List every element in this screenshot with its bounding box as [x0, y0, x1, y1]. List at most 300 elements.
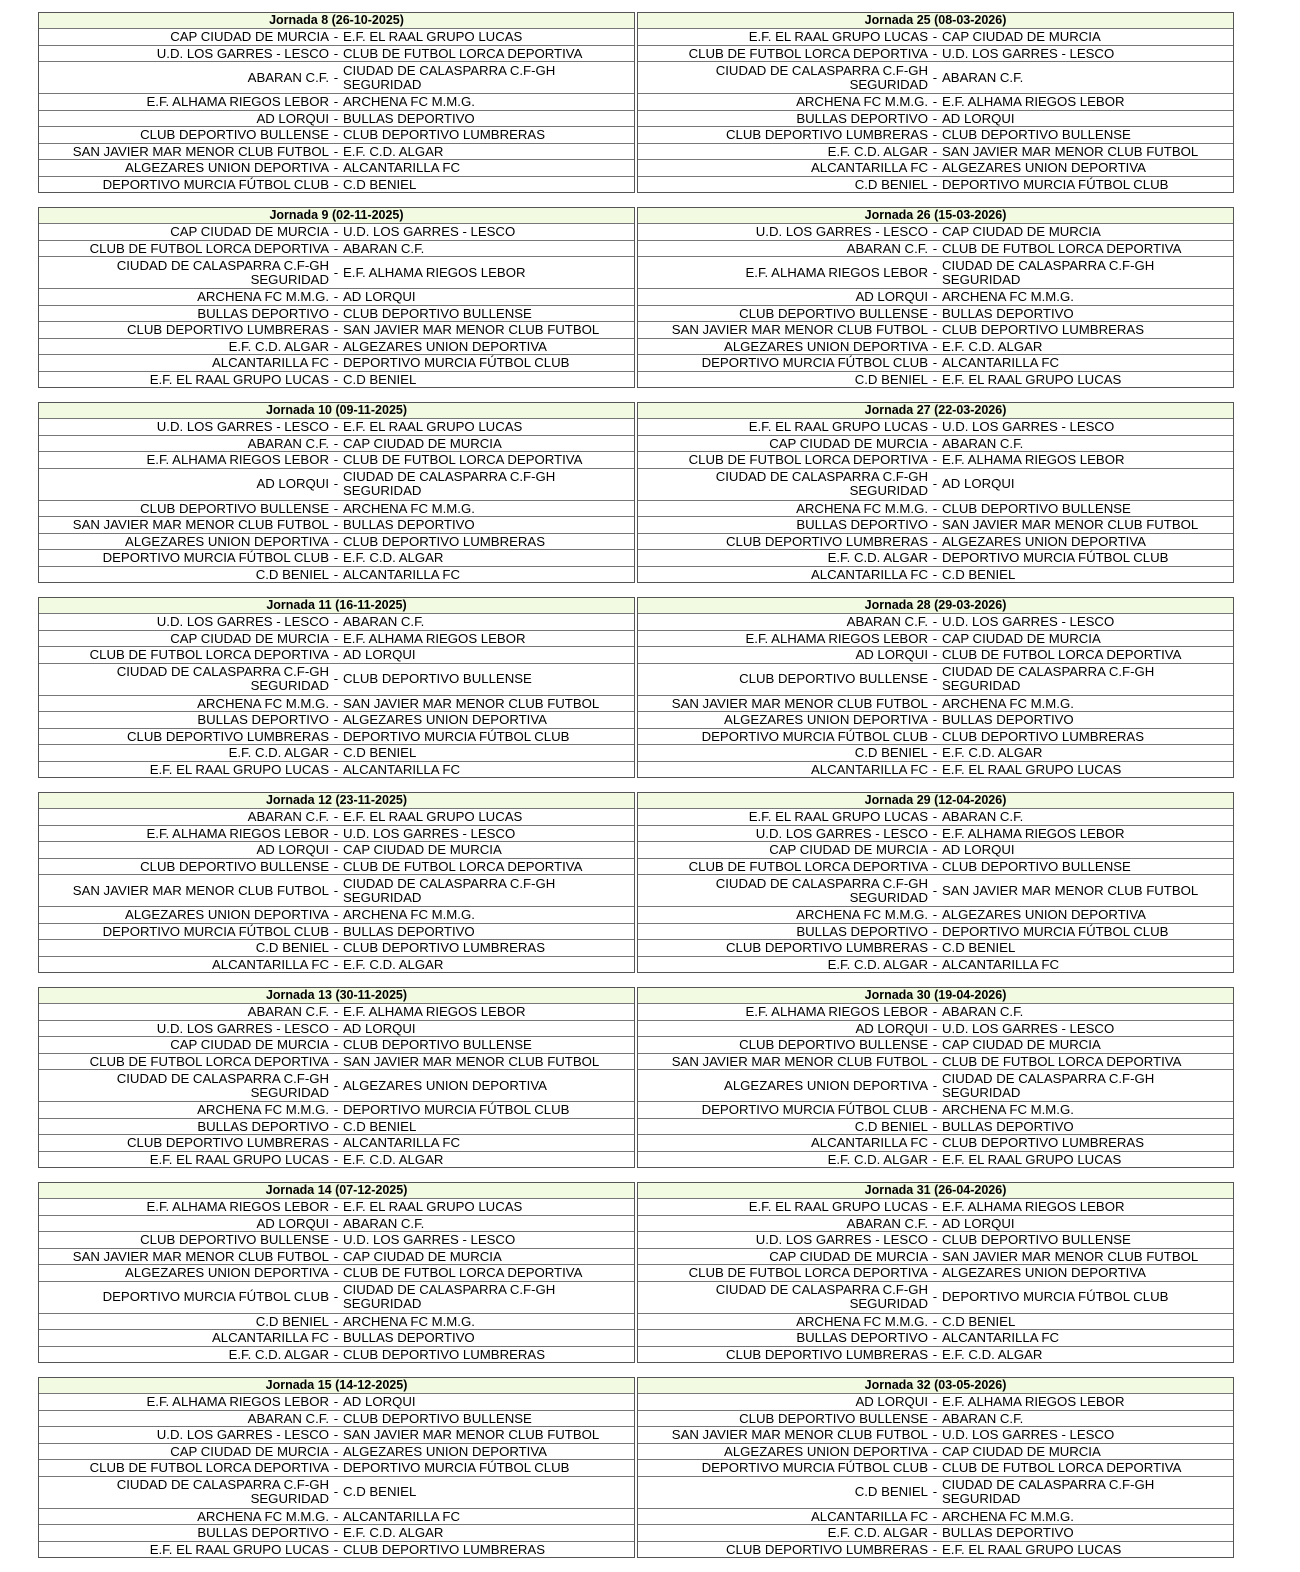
jornada-title: Jornada 12 (23-11-2025) [39, 793, 634, 809]
home-team: E.F. C.D. ALGAR [827, 956, 928, 972]
match-separator: - [932, 110, 938, 126]
home-team: ALCANTARILLA FC [211, 355, 329, 370]
match-row [39, 1232, 634, 1249]
home-team: AD LORQUI [855, 647, 928, 662]
home-team: ABARAN C.F. [247, 435, 329, 451]
jornada-title: Jornada 15 (14-12-2025) [39, 1378, 634, 1394]
match-separator: - [333, 825, 339, 841]
match-row [39, 550, 634, 567]
match-row [39, 436, 634, 453]
match-separator: - [333, 371, 339, 387]
jornada-pair [38, 1182, 1234, 1363]
match-row [39, 339, 634, 356]
match-row [638, 94, 1233, 111]
home-team-line: CIUDAD DE CALASPARRA C.F-GH [715, 1282, 928, 1297]
jornada-pair [38, 402, 1234, 583]
home-team: E.F. C.D. ALGAR [228, 1346, 329, 1362]
match-separator: - [932, 1346, 938, 1362]
away-team-line: CIUDAD DE CALASPARRA C.F-GH [343, 875, 556, 891]
away-team: SAN JAVIER MAR MENOR CLUB FUTBOL [942, 143, 1199, 159]
jornada-block [38, 1377, 635, 1558]
match-separator: - [333, 550, 339, 565]
match-separator: - [932, 94, 938, 109]
home-team: BULLAS DEPORTIVO [197, 1525, 329, 1540]
home-team: CAP CIUDAD DE MURCIA [769, 435, 928, 451]
match-separator: - [932, 127, 938, 142]
match-separator: - [932, 728, 938, 744]
match-separator: - [932, 550, 938, 565]
home-team: U.D. LOS GARRES - LESCO [755, 224, 928, 239]
match-row [638, 957, 1233, 973]
match-row [638, 907, 1233, 924]
away-team: ALCANTARILLA FC [942, 355, 1060, 370]
home-team: CLUB DE FUTBOL LORCA DEPORTIVA [89, 240, 329, 256]
away-team: DEPORTIVO MURCIA FÚTBOL CLUB [942, 176, 1169, 192]
home-team: U.D. LOS GARRES - LESCO [156, 1020, 329, 1036]
match-row [638, 29, 1233, 46]
match-separator: - [932, 160, 938, 175]
match-row [638, 614, 1233, 631]
match-row [638, 875, 1233, 907]
match-row [39, 1477, 634, 1509]
jornada-pair [38, 987, 1234, 1168]
away-team: DEPORTIVO MURCIA FÚTBOL CLUB [942, 923, 1169, 939]
away-team-line: CIUDAD DE CALASPARRA C.F-GH [942, 257, 1155, 273]
home-team-line: CIUDAD DE CALASPARRA C.F-GH [715, 469, 928, 484]
jornada-title: Jornada 13 (30-11-2025) [39, 988, 634, 1004]
home-team [39, 1070, 329, 1101]
away-team: BULLAS DEPORTIVO [942, 305, 1074, 321]
away-team: E.F. C.D. ALGAR [942, 1346, 1043, 1362]
match-separator: - [333, 940, 339, 955]
home-team-line: SEGURIDAD [849, 76, 928, 92]
home-team: AD LORQUI [855, 1394, 928, 1409]
home-team: ALGEZARES UNION DEPORTIVA [724, 338, 928, 354]
match-row [638, 144, 1233, 161]
match-row [39, 567, 634, 583]
home-team: ALGEZARES UNION DEPORTIVA [724, 1077, 928, 1093]
away-team: E.F. ALHAMA RIEGOS LEBOR [343, 264, 526, 280]
home-team: E.F. C.D. ALGAR [827, 1151, 928, 1167]
match-separator: - [932, 29, 938, 44]
match-row [638, 1509, 1233, 1526]
away-team: DEPORTIVO MURCIA FÚTBOL CLUB [343, 1460, 570, 1475]
match-separator: - [333, 435, 339, 451]
match-row [638, 550, 1233, 567]
home-team: ABARAN C.F. [247, 1410, 329, 1426]
home-team: CAP CIUDAD DE MURCIA [170, 29, 329, 44]
away-team: ARCHENA FC M.M.G. [343, 907, 475, 922]
home-team: CAP CIUDAD DE MURCIA [769, 842, 928, 857]
home-team: E.F. EL RAAL GRUPO LUCAS [748, 1199, 928, 1214]
match-separator: - [333, 1151, 339, 1167]
match-separator: - [333, 1443, 339, 1459]
match-separator: - [333, 728, 339, 744]
home-team: ALGEZARES UNION DEPORTIVA [125, 907, 329, 922]
home-team: C.D BENIEL [854, 176, 928, 192]
match-row [39, 940, 634, 957]
match-separator: - [932, 630, 938, 646]
match-separator: - [333, 1232, 339, 1247]
match-row [39, 469, 634, 501]
away-team: CLUB DEPORTIVO LUMBRERAS [343, 533, 546, 549]
match-separator: - [932, 1077, 938, 1093]
home-team: E.F. ALHAMA RIEGOS LEBOR [146, 452, 329, 467]
match-row [39, 859, 634, 876]
away-team: E.F. ALHAMA RIEGOS LEBOR [942, 1199, 1125, 1214]
home-team: CLUB DEPORTIVO LUMBRERAS [126, 1135, 329, 1150]
home-team: E.F. ALHAMA RIEGOS LEBOR [146, 1199, 329, 1214]
away-team: CLUB DEPORTIVO BULLENSE [343, 1410, 532, 1426]
match-row [638, 452, 1233, 469]
jornada-pair [38, 12, 1234, 193]
away-team: ABARAN C.F. [942, 69, 1024, 85]
away-team [942, 1070, 1233, 1101]
match-row [638, 809, 1233, 826]
away-team: AD LORQUI [942, 842, 1015, 857]
away-team-line: SEGURIDAD [942, 1084, 1021, 1100]
match-row [39, 647, 634, 664]
match-separator: - [932, 842, 938, 857]
match-separator: - [333, 745, 339, 760]
home-team: U.D. LOS GARRES - LESCO [156, 1427, 329, 1442]
match-separator: - [932, 647, 938, 662]
away-team: SAN JAVIER MAR MENOR CLUB FUTBOL [343, 1053, 600, 1069]
match-separator: - [333, 240, 339, 256]
home-team: ALGEZARES UNION DEPORTIVA [125, 160, 329, 175]
match-separator: - [333, 1037, 339, 1052]
home-team: ALGEZARES UNION DEPORTIVA [724, 1443, 928, 1459]
match-separator: - [333, 1199, 339, 1214]
match-separator: - [932, 1525, 938, 1540]
match-separator: - [333, 500, 339, 516]
away-team: CLUB DE FUTBOL LORCA DEPORTIVA [343, 1265, 583, 1280]
away-team: ARCHENA FC M.M.G. [942, 289, 1074, 304]
match-separator: - [932, 671, 938, 686]
away-team: ABARAN C.F. [942, 435, 1024, 451]
jornada-title: Jornada 14 (07-12-2025) [39, 1183, 634, 1199]
match-row [39, 1054, 634, 1071]
fixture-list [38, 12, 1234, 1572]
jornada-block [637, 1377, 1234, 1558]
match-row [39, 29, 634, 46]
jornada-block [38, 1182, 635, 1363]
home-team-line: CIUDAD DE CALASPARRA C.F-GH [715, 875, 928, 891]
match-separator: - [932, 1427, 938, 1442]
away-team: DEPORTIVO MURCIA FÚTBOL CLUB [343, 355, 570, 370]
away-team: E.F. EL RAAL GRUPO LUCAS [942, 761, 1122, 777]
match-row [638, 924, 1233, 941]
match-separator: - [932, 1484, 938, 1499]
away-team: ABARAN C.F. [343, 240, 425, 256]
home-team: ARCHENA FC M.M.G. [197, 695, 329, 711]
home-team: CLUB DEPORTIVO BULLENSE [140, 1232, 329, 1247]
home-team: ARCHENA FC M.M.G. [796, 94, 928, 109]
away-team: U.D. LOS GARRES - LESCO [343, 1232, 516, 1247]
match-row [638, 647, 1233, 664]
match-row [39, 1021, 634, 1038]
match-separator: - [333, 566, 339, 582]
home-team: U.D. LOS GARRES - LESCO [755, 825, 928, 841]
match-separator: - [932, 240, 938, 256]
match-separator: - [932, 224, 938, 239]
match-separator: - [333, 29, 339, 44]
match-separator: - [932, 1330, 938, 1345]
home-team: ARCHENA FC M.M.G. [197, 289, 329, 304]
home-team: SAN JAVIER MAR MENOR CLUB FUTBOL [72, 1248, 329, 1264]
match-row [638, 712, 1233, 729]
match-row [638, 1411, 1233, 1428]
match-separator: - [932, 1443, 938, 1459]
match-row [39, 355, 634, 372]
match-row [638, 1477, 1233, 1509]
home-team [39, 257, 329, 288]
match-row [39, 1314, 634, 1331]
home-team: ABARAN C.F. [846, 614, 928, 629]
jornada-pair [38, 597, 1234, 778]
home-team: E.F. C.D. ALGAR [228, 338, 329, 354]
match-row [39, 712, 634, 729]
match-row [39, 224, 634, 241]
match-separator: - [333, 1102, 339, 1117]
match-row [39, 1216, 634, 1233]
match-separator: - [333, 695, 339, 711]
away-team: U.D. LOS GARRES - LESCO [942, 614, 1115, 629]
away-team: ALCANTARILLA FC [343, 566, 461, 582]
match-separator: - [932, 695, 938, 711]
match-row [39, 875, 634, 907]
match-separator: - [333, 647, 339, 662]
match-row [638, 501, 1233, 518]
match-separator: - [932, 355, 938, 370]
match-row [638, 534, 1233, 551]
away-team: AD LORQUI [942, 476, 1015, 491]
jornada-block [38, 402, 635, 583]
match-separator: - [333, 882, 339, 898]
jornada-title: Jornada 11 (16-11-2025) [39, 598, 634, 614]
home-team: BULLAS DEPORTIVO [197, 305, 329, 321]
match-separator: - [333, 94, 339, 109]
match-separator: - [932, 712, 938, 727]
home-team-line: CIUDAD DE CALASPARRA C.F-GH [116, 1070, 329, 1086]
match-row [638, 1330, 1233, 1347]
home-team: U.D. LOS GARRES - LESCO [156, 45, 329, 61]
home-team: E.F. EL RAAL GRUPO LUCAS [149, 371, 329, 387]
away-team: AD LORQUI [942, 110, 1015, 126]
home-team: DEPORTIVO MURCIA FÚTBOL CLUB [701, 1102, 928, 1117]
match-separator: - [932, 143, 938, 159]
home-team: ABARAN C.F. [846, 1215, 928, 1231]
match-row [638, 436, 1233, 453]
match-separator: - [932, 533, 938, 549]
match-separator: - [932, 1004, 938, 1019]
match-row [638, 1427, 1233, 1444]
home-team: ALCANTARILLA FC [810, 160, 928, 175]
away-team: CAP CIUDAD DE MURCIA [343, 435, 502, 451]
match-row [638, 1460, 1233, 1477]
away-team-line: CIUDAD DE CALASPARRA C.F-GH [942, 664, 1155, 679]
match-row [39, 762, 634, 778]
home-team: AD LORQUI [855, 289, 928, 304]
match-separator: - [932, 45, 938, 61]
home-team: ARCHENA FC M.M.G. [796, 1313, 928, 1329]
away-team: E.F. EL RAAL GRUPO LUCAS [343, 29, 523, 44]
away-team: U.D. LOS GARRES - LESCO [942, 45, 1115, 61]
home-team: CLUB DE FUTBOL LORCA DEPORTIVA [688, 45, 928, 61]
match-separator: - [932, 1037, 938, 1052]
match-row [39, 322, 634, 339]
jornada-title: Jornada 10 (09-11-2025) [39, 403, 634, 419]
jornada-block [637, 792, 1234, 973]
away-team: C.D BENIEL [343, 371, 417, 387]
home-team: CLUB DEPORTIVO BULLENSE [739, 305, 928, 321]
away-team: CLUB DE FUTBOL LORCA DEPORTIVA [343, 452, 583, 467]
home-team-line: SEGURIDAD [849, 1296, 928, 1311]
home-team: CLUB DEPORTIVO LUMBRERAS [725, 127, 928, 142]
match-row [39, 419, 634, 436]
home-team: CLUB DE FUTBOL LORCA DEPORTIVA [89, 1460, 329, 1475]
away-team: AD LORQUI [343, 647, 416, 662]
home-team: SAN JAVIER MAR MENOR CLUB FUTBOL [72, 517, 329, 532]
home-team: AD LORQUI [855, 1020, 928, 1036]
home-team: AD LORQUI [256, 476, 329, 491]
match-row [39, 94, 634, 111]
away-team: U.D. LOS GARRES - LESCO [942, 1020, 1115, 1036]
home-team-line: CIUDAD DE CALASPARRA C.F-GH [715, 62, 928, 78]
home-team: CLUB DEPORTIVO BULLENSE [140, 500, 329, 516]
jornada-pair [38, 1377, 1234, 1558]
home-team: E.F. ALHAMA RIEGOS LEBOR [745, 630, 928, 646]
home-team [39, 1477, 329, 1508]
match-row [638, 1314, 1233, 1331]
match-row [638, 1265, 1233, 1282]
away-team: CLUB DE FUTBOL LORCA DEPORTIVA [343, 858, 583, 874]
home-team: ARCHENA FC M.M.G. [796, 500, 928, 516]
match-row [638, 224, 1233, 241]
match-row [638, 339, 1233, 356]
away-team: ALGEZARES UNION DEPORTIVA [942, 533, 1146, 549]
home-team: CAP CIUDAD DE MURCIA [769, 1248, 928, 1264]
away-team-line: CIUDAD DE CALASPARRA C.F-GH [942, 1070, 1155, 1086]
away-team: C.D BENIEL [343, 745, 417, 760]
match-separator: - [932, 1102, 938, 1117]
match-row [39, 1102, 634, 1119]
home-team: C.D BENIEL [255, 1313, 329, 1329]
away-team: ALCANTARILLA FC [343, 1508, 461, 1524]
away-team: DEPORTIVO MURCIA FÚTBOL CLUB [343, 728, 570, 744]
match-separator: - [333, 907, 339, 922]
match-row [39, 664, 634, 696]
match-row [638, 372, 1233, 388]
home-team: ABARAN C.F. [247, 809, 329, 824]
match-separator: - [333, 476, 339, 491]
match-row [638, 1232, 1233, 1249]
match-row [39, 614, 634, 631]
match-row [638, 177, 1233, 193]
match-separator: - [932, 566, 938, 582]
match-row [39, 257, 634, 289]
away-team: E.F. ALHAMA RIEGOS LEBOR [942, 825, 1125, 841]
jornada-block [637, 597, 1234, 778]
match-row [39, 501, 634, 518]
away-team: ARCHENA FC M.M.G. [942, 695, 1074, 711]
away-team: BULLAS DEPORTIVO [343, 517, 475, 532]
match-separator: - [333, 956, 339, 972]
away-team: CAP CIUDAD DE MURCIA [343, 1248, 502, 1264]
away-team: CLUB DEPORTIVO LUMBRERAS [942, 728, 1145, 744]
match-separator: - [932, 1151, 938, 1167]
away-team: DEPORTIVO MURCIA FÚTBOL CLUB [343, 1102, 570, 1117]
away-team-line: CIUDAD DE CALASPARRA C.F-GH [343, 1282, 556, 1297]
home-team: E.F. EL RAAL GRUPO LUCAS [149, 761, 329, 777]
match-separator: - [932, 371, 938, 387]
match-separator: - [333, 160, 339, 175]
match-separator: - [333, 630, 339, 646]
home-team: C.D BENIEL [854, 1484, 928, 1499]
away-team: U.D. LOS GARRES - LESCO [942, 1427, 1115, 1442]
match-separator: - [932, 264, 938, 280]
away-team: ALGEZARES UNION DEPORTIVA [343, 338, 547, 354]
away-team: ARCHENA FC M.M.G. [343, 500, 475, 516]
away-team: CLUB DEPORTIVO BULLENSE [942, 127, 1131, 142]
home-team-line: CIUDAD DE CALASPARRA C.F-GH [116, 1477, 329, 1492]
home-team: CLUB DEPORTIVO LUMBRERAS [725, 940, 928, 955]
match-separator: - [333, 338, 339, 354]
match-separator: - [932, 907, 938, 922]
match-separator: - [932, 1460, 938, 1475]
home-team: ALCANTARILLA FC [211, 956, 329, 972]
match-row [39, 177, 634, 193]
match-separator: - [333, 45, 339, 61]
match-row [638, 1347, 1233, 1363]
match-row [638, 1037, 1233, 1054]
home-team: ALCANTARILLA FC [810, 1508, 928, 1524]
away-team: CLUB DE FUTBOL LORCA DEPORTIVA [942, 1460, 1182, 1475]
home-team: DEPORTIVO MURCIA FÚTBOL CLUB [701, 355, 928, 370]
match-row [638, 1054, 1233, 1071]
match-separator: - [333, 1313, 339, 1329]
jornada-block [38, 597, 635, 778]
jornada-title: Jornada 30 (19-04-2026) [638, 988, 1233, 1004]
jornada-title: Jornada 26 (15-03-2026) [638, 208, 1233, 224]
match-separator: - [333, 127, 339, 142]
home-team [638, 1282, 928, 1313]
home-team-line: SEGURIDAD [250, 271, 329, 287]
away-team: CLUB DEPORTIVO BULLENSE [343, 305, 532, 321]
away-team: CLUB DEPORTIVO LUMBRERAS [343, 940, 546, 955]
match-row [39, 452, 634, 469]
match-separator: - [333, 1541, 339, 1557]
match-separator: - [333, 1289, 339, 1304]
match-separator: - [932, 923, 938, 939]
match-row [638, 160, 1233, 177]
away-team: E.F. ALHAMA RIEGOS LEBOR [942, 1394, 1125, 1409]
match-separator: - [932, 1215, 938, 1231]
match-row [638, 762, 1233, 778]
home-team-line: SEGURIDAD [250, 1084, 329, 1100]
away-team: CLUB DE FUTBOL LORCA DEPORTIVA [942, 1053, 1182, 1069]
away-team: ARCHENA FC M.M.G. [942, 1102, 1074, 1117]
home-team: E.F. C.D. ALGAR [827, 550, 928, 565]
match-row [39, 1119, 634, 1136]
match-row [638, 241, 1233, 258]
match-separator: - [932, 761, 938, 777]
away-team: AD LORQUI [343, 289, 416, 304]
home-team: E.F. ALHAMA RIEGOS LEBOR [745, 264, 928, 280]
home-team: CLUB DE FUTBOL LORCA DEPORTIVA [89, 647, 329, 662]
match-separator: - [333, 712, 339, 727]
home-team: C.D BENIEL [255, 566, 329, 582]
